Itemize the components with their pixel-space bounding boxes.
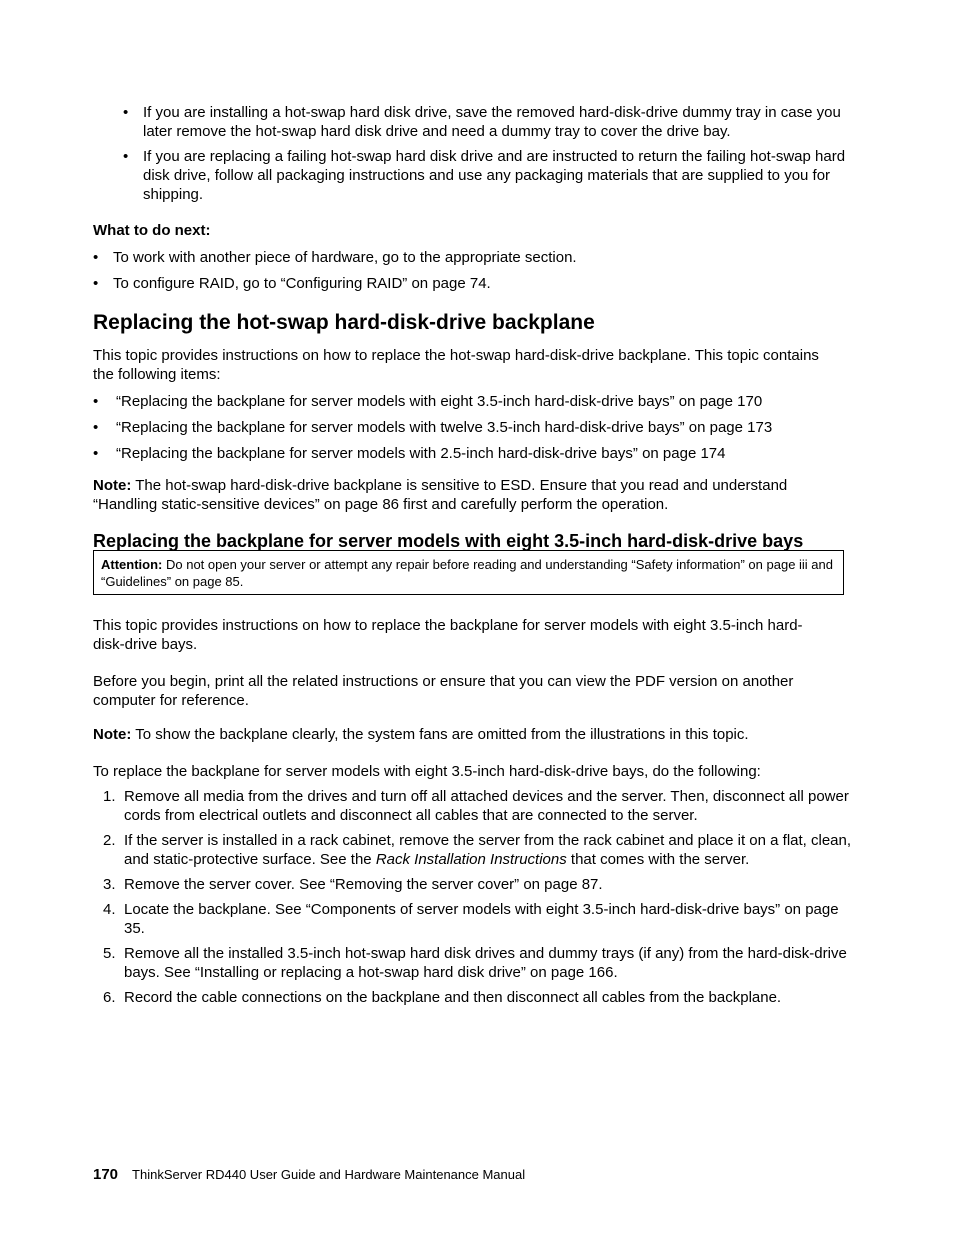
topic-link[interactable]: “Replacing the backplane for server models with 2.5-inch hard-disk-drive bays” on page 174 bbox=[116, 445, 726, 462]
note-text: The hot-swap hard-disk-drive backplane is sensitive to ESD. Ensure that you read and understand “Handling static-sensitive devices” on page 86 first and carefully perform the operation. bbox=[93, 477, 788, 513]
subsection-para-2: Before you begin, print all the related instructions or ensure that you can view the PDF version on another computer for reference. bbox=[93, 673, 794, 709]
bullet-icon: • bbox=[93, 275, 99, 292]
step-number: 2. bbox=[103, 832, 116, 849]
list-item bbox=[93, 274, 853, 293]
step-number: 6. bbox=[103, 989, 116, 1006]
note-label: Note: bbox=[93, 726, 132, 743]
list-item bbox=[93, 248, 853, 267]
step-text: If the server is installed in a rack cabinet, remove the server from the rack cabinet and place it on a flat, clean, and static-protective surface. See the bbox=[124, 832, 852, 868]
section-title: Replacing the hot-swap hard-disk-drive backplane bbox=[93, 311, 595, 334]
document-title: ThinkServer RD440 User Guide and Hardware Maintenance Manual bbox=[132, 1167, 526, 1182]
subsection-note bbox=[93, 725, 838, 744]
top-bullet-list bbox=[120, 103, 850, 210]
list-item-text: To work with another piece of hardware, go to the appropriate section. bbox=[113, 249, 577, 266]
list-item-text: If you are replacing a failing hot-swap hard disk drive and are instructed to return the failing hot-swap hard disk drive, follow all packaging instructions and use any packaging materials that are supplied to you for shipping. bbox=[143, 148, 846, 203]
steps-intro: To replace the backplane for server models with eight 3.5-inch hard-disk-drive bays, do the following: bbox=[93, 763, 761, 780]
page-number: 170 bbox=[93, 1166, 119, 1183]
attention-label: Attention: bbox=[101, 557, 163, 572]
bullet-icon: • bbox=[123, 148, 129, 165]
topic-link[interactable]: “Replacing the backplane for server models with eight 3.5-inch hard-disk-drive bays” on page 170 bbox=[116, 393, 763, 410]
step-item bbox=[93, 831, 853, 869]
bullet-icon: • bbox=[93, 445, 99, 462]
list-item bbox=[93, 392, 853, 411]
section-topic-list bbox=[93, 392, 853, 470]
bullet-icon: • bbox=[93, 393, 99, 410]
what-next-list bbox=[93, 248, 853, 293]
subsection-para-1: This topic provides instructions on how to replace the backplane for server models with eight 3.5-inch hard-disk-drive bays. bbox=[93, 617, 803, 653]
step-text: that comes with the server. bbox=[566, 851, 750, 868]
note-label: Note: bbox=[93, 477, 132, 494]
step-item bbox=[93, 875, 853, 894]
list-item-text: To configure RAID, go to “Configuring RAID” on page 74. bbox=[113, 275, 491, 292]
step-text: Remove the server cover. See “Removing the server cover” on page 87. bbox=[124, 876, 603, 893]
bullet-icon: • bbox=[93, 419, 99, 436]
section-intro: This topic provides instructions on how to replace the hot-swap hard-disk-drive backplane. This topic contains the following items: bbox=[93, 347, 819, 383]
list-item bbox=[93, 444, 853, 463]
attention-text: Do not open your server or attempt any repair before reading and understanding “Safety information” on page iii and “Guidelines” on page 85. bbox=[101, 557, 833, 589]
step-number: 5. bbox=[103, 945, 116, 962]
step-number: 4. bbox=[103, 901, 116, 918]
step-text-italic: Rack Installation Instructions bbox=[375, 851, 567, 868]
step-text: Locate the backplane. See “Components of server models with eight 3.5-inch hard-disk-drive bays” on page 35. bbox=[124, 901, 839, 937]
note-text: To show the backplane clearly, the system fans are omitted from the illustrations in this topic. bbox=[131, 726, 749, 743]
list-item bbox=[93, 418, 853, 437]
step-item bbox=[93, 787, 853, 825]
step-item bbox=[93, 944, 853, 982]
bullet-icon: • bbox=[123, 104, 129, 121]
step-number: 3. bbox=[103, 876, 116, 893]
procedure-steps bbox=[93, 787, 853, 1013]
step-text: Remove all the installed 3.5-inch hot-swap hard disk drives and dummy trays (if any) from the hard-disk-drive bays. See “Installing or replacing a hot-swap hard disk drive” on page 166. bbox=[124, 945, 847, 981]
page-footer bbox=[93, 1165, 525, 1184]
step-item bbox=[93, 900, 853, 938]
step-text: Record the cable connections on the backplane and then disconnect all cables from the backplane. bbox=[124, 989, 782, 1006]
step-text: Remove all media from the drives and turn off all attached devices and the server. Then, disconnect all power cords from electrical outlets and disconnect all cables that are connected to the server. bbox=[124, 788, 849, 824]
what-next-heading: What to do next: bbox=[93, 222, 211, 239]
list-item bbox=[120, 103, 850, 141]
step-item bbox=[93, 988, 853, 1007]
subsection-title: Replacing the backplane for server models with eight 3.5-inch hard-disk-drive bays bbox=[93, 531, 804, 551]
bullet-icon: • bbox=[93, 249, 99, 266]
section-note bbox=[93, 476, 838, 514]
step-number: 1. bbox=[103, 788, 116, 805]
list-item-text: If you are installing a hot-swap hard disk drive, save the removed hard-disk-drive dummy tray in case you later remove the hot-swap hard disk drive and need a dummy tray to cover the drive bay. bbox=[143, 104, 841, 140]
topic-link[interactable]: “Replacing the backplane for server models with twelve 3.5-inch hard-disk-drive bays” on page 173 bbox=[116, 419, 773, 436]
list-item bbox=[120, 147, 850, 204]
attention-box bbox=[93, 550, 844, 595]
